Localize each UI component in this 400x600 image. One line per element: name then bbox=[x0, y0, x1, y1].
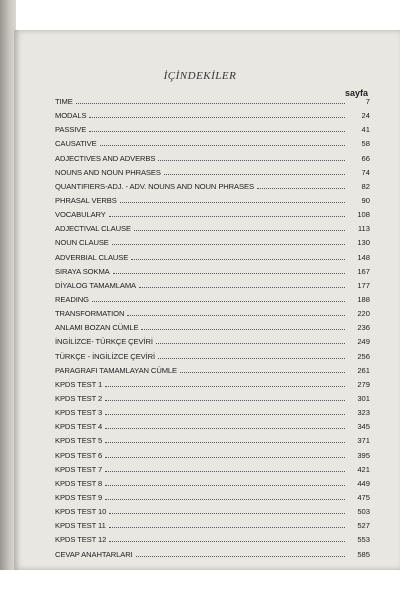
dot-leader bbox=[134, 224, 345, 231]
dot-leader bbox=[89, 125, 345, 132]
dot-leader bbox=[92, 295, 345, 302]
toc-entry bbox=[55, 422, 370, 436]
toc-entry-label: KPDS TEST 6 bbox=[55, 450, 103, 460]
table-of-contents bbox=[55, 97, 370, 564]
toc-entry-page-number: 82 bbox=[361, 181, 370, 191]
toc-entry bbox=[55, 253, 370, 267]
toc-entry-label: İNGİLİZCE- TÜRKÇE ÇEVİRİ bbox=[55, 337, 153, 347]
toc-entry-page-number: 130 bbox=[357, 238, 370, 248]
toc-entry-page-number: 256 bbox=[357, 351, 370, 361]
toc-entry-label: KPDS TEST 1 bbox=[55, 379, 103, 389]
toc-entry-label: KPDS TEST 10 bbox=[55, 507, 107, 517]
dot-leader bbox=[105, 493, 345, 500]
toc-entry-page-number: 395 bbox=[357, 450, 370, 460]
dot-leader bbox=[127, 309, 345, 316]
toc-entry-page-number: 66 bbox=[361, 153, 370, 163]
toc-entry bbox=[55, 380, 370, 394]
dot-leader bbox=[109, 507, 345, 514]
dot-leader bbox=[105, 451, 345, 458]
toc-entry-page-number: 74 bbox=[361, 167, 370, 177]
toc-entry bbox=[55, 97, 370, 111]
toc-entry bbox=[55, 323, 370, 337]
toc-entry-page-number: 177 bbox=[357, 280, 370, 290]
dot-leader bbox=[105, 380, 345, 387]
toc-entry bbox=[55, 366, 370, 380]
toc-entry-page-number: 108 bbox=[357, 210, 370, 220]
toc-entry-page-number: 41 bbox=[361, 125, 370, 135]
dot-leader bbox=[109, 210, 345, 217]
dot-leader bbox=[139, 281, 345, 288]
toc-entry-page-number: 345 bbox=[357, 422, 370, 432]
toc-entry bbox=[55, 535, 370, 549]
dot-leader bbox=[131, 253, 345, 260]
toc-entry bbox=[55, 154, 370, 168]
toc-entry-label: TRANSFORMATION bbox=[55, 309, 125, 319]
toc-entry bbox=[55, 309, 370, 323]
toc-entry-label: CEVAP ANAHTARLARI bbox=[55, 549, 133, 559]
toc-entry bbox=[55, 394, 370, 408]
toc-entry-label: QUANTIFIERS-ADJ. - ADV. NOUNS AND NOUN PHRASES bbox=[55, 181, 254, 191]
dot-leader bbox=[89, 111, 345, 118]
dot-leader bbox=[105, 422, 345, 429]
toc-entry bbox=[55, 521, 370, 535]
dot-leader bbox=[112, 238, 345, 245]
toc-entry-page-number: 220 bbox=[357, 309, 370, 319]
toc-entry bbox=[55, 196, 370, 210]
toc-entry-page-number: 279 bbox=[357, 379, 370, 389]
toc-entry-label: ADJECTIVAL CLAUSE bbox=[55, 224, 131, 234]
dot-leader bbox=[76, 97, 345, 104]
dot-leader bbox=[100, 139, 345, 146]
toc-entry bbox=[55, 125, 370, 139]
toc-entry-page-number: 301 bbox=[357, 393, 370, 403]
toc-entry bbox=[55, 182, 370, 196]
toc-entry-label: NOUNS AND NOUN PHRASES bbox=[55, 167, 161, 177]
toc-entry-page-number: 113 bbox=[357, 224, 370, 234]
toc-entry bbox=[55, 139, 370, 153]
dot-leader bbox=[105, 479, 345, 486]
toc-entry-label: KPDS TEST 8 bbox=[55, 478, 103, 488]
page-column-label: sayfa bbox=[345, 88, 369, 98]
dot-leader bbox=[120, 196, 345, 203]
dot-leader bbox=[158, 352, 345, 359]
page-title: İÇİNDEKİLER bbox=[163, 70, 237, 82]
dot-leader bbox=[105, 465, 345, 472]
toc-entry bbox=[55, 550, 370, 564]
toc-entry-page-number: 148 bbox=[357, 252, 370, 262]
toc-entry bbox=[55, 168, 370, 182]
toc-entry-label: PARAGRAFI TAMAMLAYAN CÜMLE bbox=[55, 365, 178, 375]
toc-entry-label: TÜRKÇE - İNGİLİZCE ÇEVİRİ bbox=[55, 351, 156, 361]
dot-leader bbox=[113, 267, 345, 274]
toc-entry-page-number: 421 bbox=[357, 464, 370, 474]
toc-entry-label: KPDS TEST 5 bbox=[55, 436, 103, 446]
toc-entry-label: KPDS TEST 12 bbox=[55, 535, 107, 545]
dot-leader bbox=[141, 323, 345, 330]
toc-entry bbox=[55, 224, 370, 238]
toc-entry-label: KPDS TEST 11 bbox=[55, 521, 106, 531]
toc-entry-label: ADJECTIVES AND ADVERBS bbox=[55, 153, 156, 163]
toc-entry-label: KPDS TEST 2 bbox=[55, 393, 103, 403]
toc-entry-label: KPDS TEST 7 bbox=[55, 464, 103, 474]
toc-entry-label: NOUN CLAUSE bbox=[55, 238, 109, 248]
dot-leader bbox=[136, 550, 345, 557]
toc-entry-page-number: 475 bbox=[357, 492, 370, 502]
dot-leader bbox=[156, 337, 345, 344]
toc-entry-label: ANLAMI BOZAN CÜMLE bbox=[55, 323, 139, 333]
toc-entry-page-number: 449 bbox=[357, 478, 370, 488]
toc-entry-label: READING bbox=[55, 294, 89, 304]
toc-entry bbox=[55, 281, 370, 295]
toc-entry-page-number: 249 bbox=[357, 337, 370, 347]
toc-entry-page-number: 188 bbox=[357, 294, 370, 304]
toc-entry-label: CAUSATIVE bbox=[55, 139, 97, 149]
dot-leader bbox=[109, 535, 345, 542]
toc-entry-page-number: 7 bbox=[365, 97, 370, 106]
toc-entry-label: KPDS TEST 3 bbox=[55, 408, 103, 418]
toc-entry bbox=[55, 238, 370, 252]
toc-entry-page-number: 527 bbox=[357, 521, 370, 531]
toc-entry-page-number: 261 bbox=[357, 365, 370, 375]
toc-entry-label: TIME bbox=[55, 97, 73, 106]
toc-entry bbox=[55, 436, 370, 450]
toc-entry-page-number: 503 bbox=[357, 507, 370, 517]
toc-entry bbox=[55, 337, 370, 351]
dot-leader bbox=[257, 182, 345, 189]
toc-entry bbox=[55, 267, 370, 281]
toc-entry bbox=[55, 451, 370, 465]
toc-entry-page-number: 553 bbox=[357, 535, 370, 545]
dot-leader bbox=[109, 521, 345, 528]
toc-entry bbox=[55, 479, 370, 493]
toc-entry-page-number: 24 bbox=[361, 111, 370, 121]
dot-leader bbox=[164, 168, 345, 175]
toc-entry bbox=[55, 465, 370, 479]
toc-entry bbox=[55, 408, 370, 422]
toc-entry-label: VOCABULARY bbox=[55, 210, 106, 220]
toc-entry-label: PASSIVE bbox=[55, 125, 87, 135]
toc-entry bbox=[55, 111, 370, 125]
dot-leader bbox=[180, 366, 345, 373]
toc-entry-page-number: 90 bbox=[361, 195, 370, 205]
toc-entry-page-number: 371 bbox=[357, 436, 370, 446]
dot-leader bbox=[105, 394, 345, 401]
toc-entry-label: SIRAYA SOKMA bbox=[55, 266, 110, 276]
toc-entry-label: ADVERBIAL CLAUSE bbox=[55, 252, 129, 262]
toc-entry-page-number: 585 bbox=[357, 549, 370, 559]
toc-entry-page-number: 58 bbox=[361, 139, 370, 149]
toc-entry-page-number: 236 bbox=[357, 323, 370, 333]
toc-entry-label: KPDS TEST 4 bbox=[55, 422, 103, 432]
toc-entry-page-number: 323 bbox=[357, 408, 370, 418]
dot-leader bbox=[158, 154, 345, 161]
toc-entry-page-number: 167 bbox=[357, 266, 370, 276]
toc-entry bbox=[55, 352, 370, 366]
toc-entry bbox=[55, 507, 370, 521]
toc-entry-label: DİYALOG TAMAMLAMA bbox=[55, 280, 137, 290]
toc-entry bbox=[55, 295, 370, 309]
toc-entry-label: PHRASAL VERBS bbox=[55, 195, 117, 205]
toc-entry-label: MODALS bbox=[55, 111, 87, 121]
toc-entry-label: KPDS TEST 9 bbox=[55, 492, 103, 502]
dot-leader bbox=[105, 408, 345, 415]
toc-entry bbox=[55, 493, 370, 507]
toc-entry bbox=[55, 210, 370, 224]
dot-leader bbox=[105, 436, 345, 443]
